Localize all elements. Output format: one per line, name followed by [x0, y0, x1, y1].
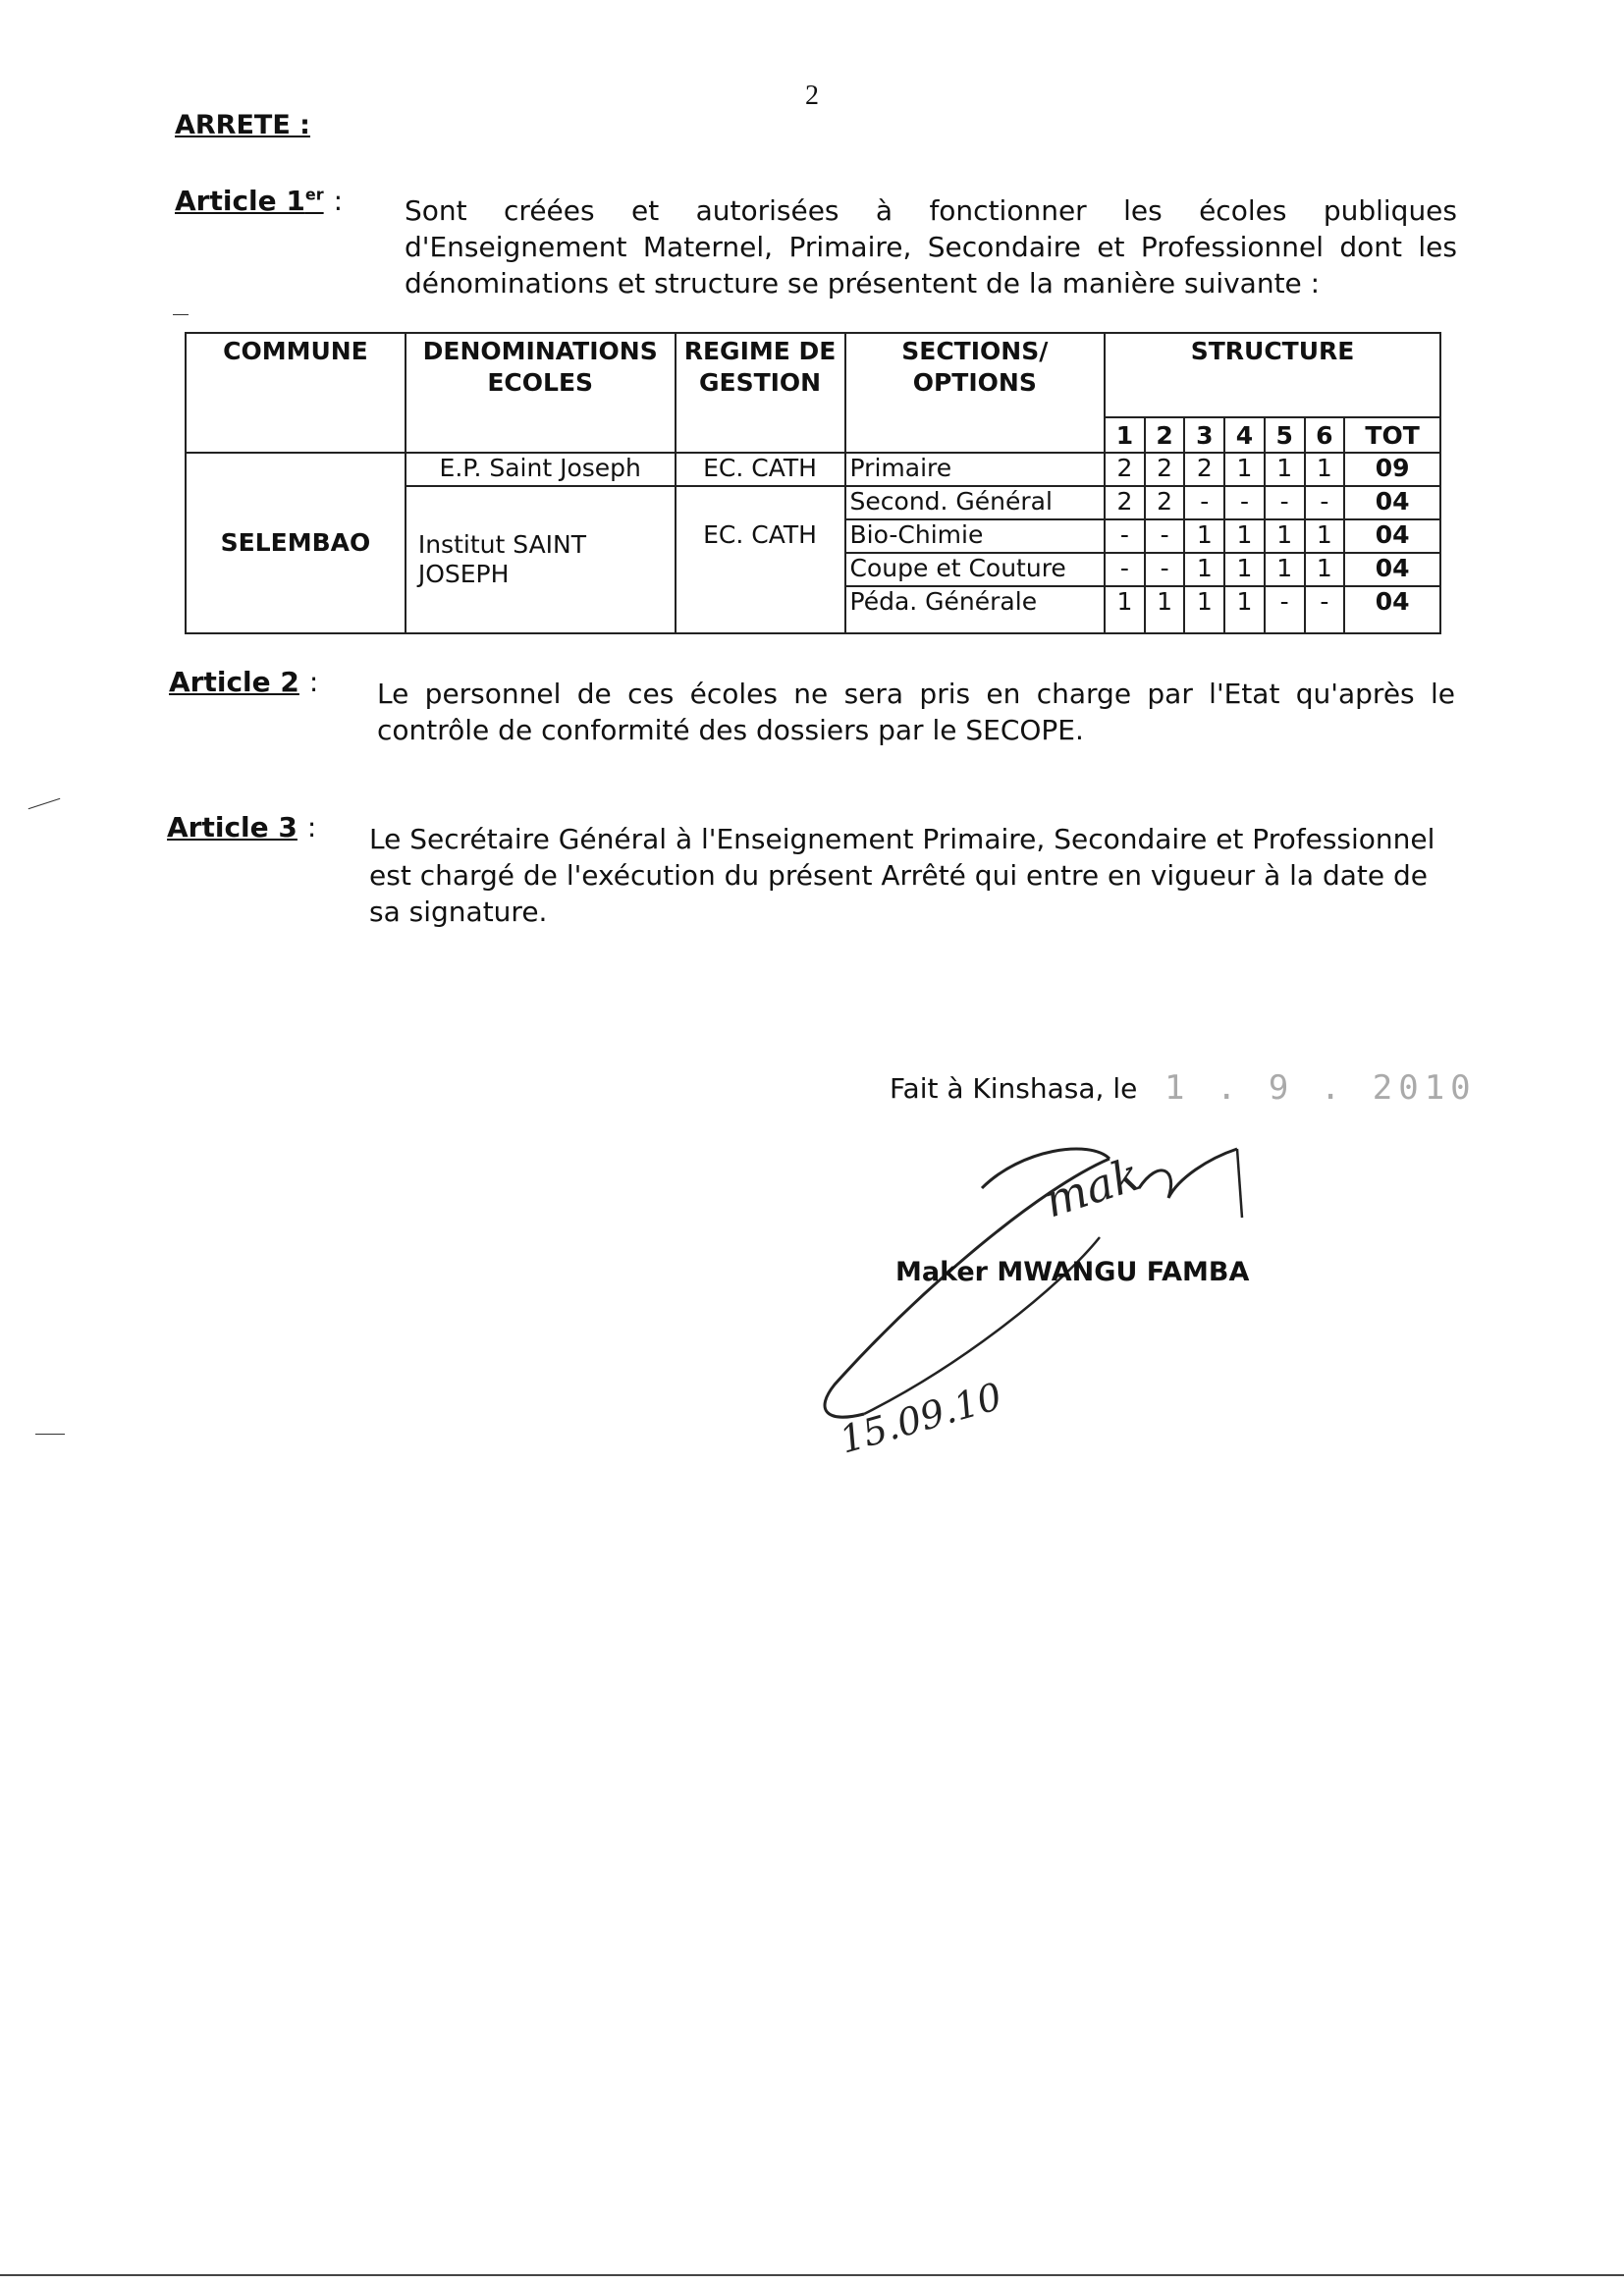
year-value: -	[1145, 519, 1185, 553]
table-row	[186, 453, 1440, 486]
year-value: 1	[1184, 553, 1224, 586]
year-value: -	[1145, 553, 1185, 586]
year-value: 1	[1305, 453, 1345, 486]
header-denominations: DENOMINATIONS ECOLES	[406, 333, 676, 453]
school-name: E.P. Saint Joseph	[406, 453, 676, 486]
section-name: Second. Général	[845, 486, 1106, 519]
page-number: 2	[805, 81, 819, 111]
article-3-text: Le Secrétaire Général à l'Enseignement Primaire, Secondaire et Professionnel est chargé de l'exécution du présent Arrêté qui entre en vigueur à la date de sa signature.	[369, 823, 1435, 928]
article-3-label: Article 3 :	[167, 811, 317, 843]
school-regime: EC. CATH	[676, 486, 845, 633]
header-regime: REGIME DE GESTION	[676, 333, 845, 453]
year-value: 2	[1105, 453, 1145, 486]
total-value: 04	[1344, 553, 1440, 586]
bottom-rule	[0, 2274, 1624, 2276]
header-year-6: 6	[1305, 417, 1345, 453]
year-value: 2	[1184, 453, 1224, 486]
section-name: Primaire	[845, 453, 1106, 486]
section-name: Coupe et Couture	[845, 553, 1106, 586]
total-value: 04	[1344, 586, 1440, 633]
year-value: -	[1105, 553, 1145, 586]
header-structure: STRUCTURE	[1105, 333, 1440, 417]
year-value: -	[1265, 486, 1305, 519]
year-value: 2	[1145, 486, 1185, 519]
article-1-label: Article 1er :	[175, 185, 344, 217]
header-year-3: 3	[1184, 417, 1224, 453]
scan-mark	[35, 1434, 65, 1435]
header-year-2: 2	[1145, 417, 1185, 453]
year-value: 1	[1184, 586, 1224, 633]
year-value: -	[1184, 486, 1224, 519]
year-value: -	[1105, 519, 1145, 553]
commune-cell: SELEMBAO	[186, 453, 406, 633]
year-value: 1	[1305, 519, 1345, 553]
school-name: Institut SAINT JOSEPH	[406, 486, 676, 633]
header-total: TOT	[1344, 417, 1440, 453]
article-2-text: Le personnel de ces écoles ne sera pris en charge par l'Etat qu'après le contrôle de conformité des dossiers par le SECOPE.	[377, 678, 1455, 746]
header-sections: SECTIONS/ OPTIONS	[845, 333, 1106, 453]
total-value: 04	[1344, 519, 1440, 553]
header-year-4: 4	[1224, 417, 1265, 453]
page-title: ARRETE :	[175, 110, 310, 140]
year-value: 1	[1305, 553, 1345, 586]
year-value: 2	[1145, 453, 1185, 486]
place-date-line: Fait à Kinshasa, le	[890, 1072, 1138, 1105]
scan-mark	[28, 798, 61, 809]
stamp-date: 1 . 9 . 2010	[1164, 1068, 1477, 1108]
section-name: Bio-Chimie	[845, 519, 1106, 553]
total-value: 09	[1344, 453, 1440, 486]
year-value: -	[1305, 486, 1345, 519]
year-value: 1	[1265, 453, 1305, 486]
article-1-text: Sont créées et autorisées à fonctionner les écoles publiques d'Enseignement Maternel, Primaire, Secondaire et Professionnel dont les dénominations et structure se présentent de la manière suivante :	[405, 194, 1457, 299]
article-2-label: Article 2 :	[169, 666, 319, 698]
schools-structure-table	[185, 332, 1441, 634]
header-year-5: 5	[1265, 417, 1305, 453]
year-value: 1	[1224, 519, 1265, 553]
handwritten-signature	[805, 1129, 1316, 1463]
year-value: 1	[1265, 519, 1305, 553]
school-regime: EC. CATH	[676, 453, 845, 486]
header-commune: COMMUNE	[186, 333, 406, 453]
year-value: 1	[1145, 586, 1185, 633]
year-value: 1	[1265, 553, 1305, 586]
signatory-name: Maker MWANGU FAMBA	[895, 1257, 1250, 1287]
header-year-1: 1	[1105, 417, 1145, 453]
year-value: 1	[1224, 453, 1265, 486]
scan-mark	[173, 314, 189, 315]
article-1-superscript: er	[304, 185, 324, 204]
section-name: Péda. Générale	[845, 586, 1106, 633]
year-value: -	[1265, 586, 1305, 633]
year-value: 2	[1105, 486, 1145, 519]
year-value: 1	[1224, 553, 1265, 586]
handwritten-name: mak	[1037, 1147, 1147, 1228]
total-value: 04	[1344, 486, 1440, 519]
year-value: -	[1305, 586, 1345, 633]
handwritten-date: 15.09.10	[835, 1374, 1007, 1462]
year-value: -	[1224, 486, 1265, 519]
year-value: 1	[1105, 586, 1145, 633]
year-value: 1	[1184, 519, 1224, 553]
year-value: 1	[1224, 586, 1265, 633]
